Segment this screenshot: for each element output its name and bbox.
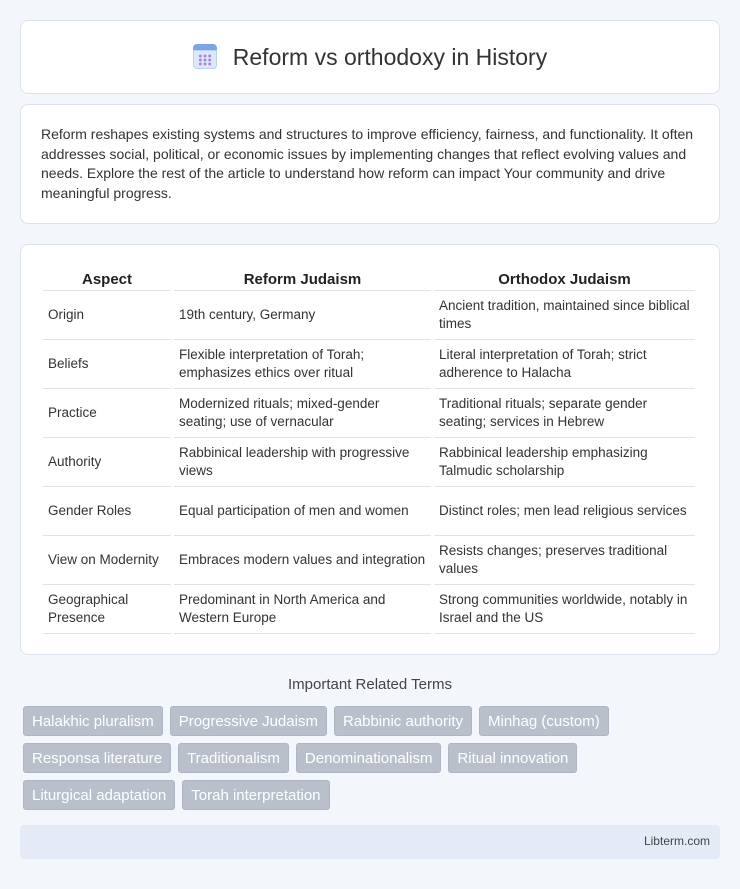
table-cell: Traditional rituals; separate gender seating; services in Hebrew <box>434 389 695 438</box>
page-title: Reform vs orthodoxy in History <box>232 43 548 70</box>
related-term-tag[interactable]: Rabbinic authority <box>334 706 472 736</box>
comparison-table <box>40 265 698 634</box>
related-term-tag[interactable]: Torah interpretation <box>182 780 329 810</box>
related-term-tag[interactable]: Ritual innovation <box>448 743 577 773</box>
related-term-tag[interactable]: Halakhic pluralism <box>23 706 163 736</box>
table-cell: Gender Roles <box>43 487 171 536</box>
table-cell: Resists changes; preserves traditional values <box>434 536 695 585</box>
table-cell: Origin <box>43 291 171 340</box>
table-row <box>43 487 695 536</box>
table-row <box>43 536 695 585</box>
table-row <box>43 585 695 634</box>
footer <box>20 825 720 859</box>
column-header: Aspect <box>43 265 171 291</box>
related-term-tag[interactable]: Traditionalism <box>178 743 289 773</box>
related-term-tag[interactable]: Progressive Judaism <box>170 706 327 736</box>
related-terms-title: Important Related Terms <box>288 676 452 693</box>
table-cell: Modernized rituals; mixed-gender seating; use of vernacular <box>174 389 431 438</box>
table-cell: View on Modernity <box>43 536 171 585</box>
table-cell: 19th century, Germany <box>174 291 431 340</box>
table-cell: Geographical Presence <box>43 585 171 634</box>
table-cell: Beliefs <box>43 340 171 389</box>
column-header: Orthodox Judaism <box>434 265 695 291</box>
table-cell: Embraces modern values and integration <box>174 536 431 585</box>
column-header: Reform Judaism <box>174 265 431 291</box>
table-cell: Ancient tradition, maintained since biblical times <box>434 291 695 340</box>
table-header-row <box>43 265 695 291</box>
comparison-table-card <box>20 244 720 655</box>
related-term-tag[interactable]: Responsa literature <box>23 743 171 773</box>
related-term-tag[interactable]: Minhag (custom) <box>479 706 609 736</box>
intro-card <box>20 104 720 224</box>
related-term-tag[interactable]: Denominationalism <box>296 743 442 773</box>
related-terms-list <box>23 706 723 810</box>
table-row <box>43 389 695 438</box>
table-row <box>43 438 695 487</box>
header-card <box>20 20 720 94</box>
table-cell: Distinct roles; men lead religious services <box>434 487 695 536</box>
table-cell: Rabbinical leadership emphasizing Talmudic scholarship <box>434 438 695 487</box>
table-cell: Equal participation of men and women <box>174 487 431 536</box>
table-cell: Rabbinical leadership with progressive views <box>174 438 431 487</box>
table-cell: Strong communities worldwide, notably in Israel and the US <box>434 585 695 634</box>
table-row <box>43 291 695 340</box>
table-cell: Literal interpretation of Torah; strict adherence to Halacha <box>434 340 695 389</box>
footer-brand[interactable]: Libterm.com <box>643 834 710 848</box>
table-cell: Practice <box>43 389 171 438</box>
intro-text: Reform reshapes existing systems and structures to improve efficiency, fairness, and functionality. It often addresses social, political, or economic issues by implementing changes that reflect evolving values and needs. Explore the rest of the article to understand how reform can impact Your community and drive meaningful progress. <box>41 126 694 201</box>
table-cell: Flexible interpretation of Torah; emphasizes ethics over ritual <box>174 340 431 389</box>
table-row <box>43 340 695 389</box>
related-term-tag[interactable]: Liturgical adaptation <box>23 780 175 810</box>
table-cell: Predominant in North America and Western Europe <box>174 585 431 634</box>
table-cell: Authority <box>43 438 171 487</box>
calendar-icon <box>193 44 217 70</box>
